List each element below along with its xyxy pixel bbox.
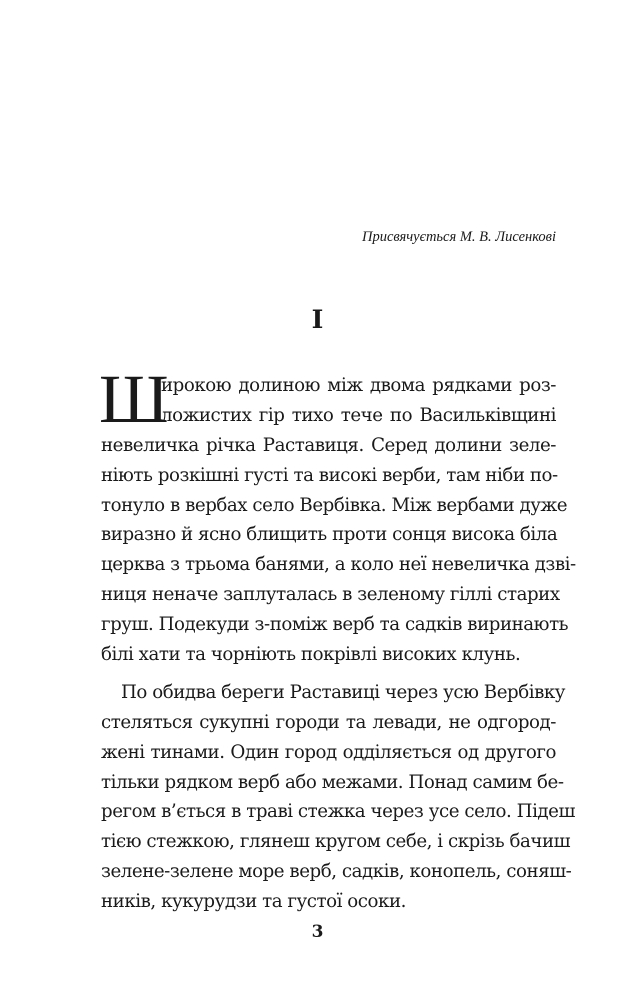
text-line: ложистих гір тихо тече по Васильківщині [161, 404, 556, 426]
body-text [99, 361, 576, 917]
text-line: білі хати та чорніють покрівлі високих клунь. [101, 644, 521, 666]
chapter-title: I [311, 305, 324, 334]
text-line: По обидва береги Раставиці через усю Вербівку [121, 681, 566, 703]
text-line: ниця неначе заплуталась в зеленому гіллі старих [101, 584, 560, 606]
text-line: церква з трьома банями, а коло неї невеличка дзві- [101, 554, 576, 576]
text-line: тонуло в вербах село Вербівка. Між вербами дуже [101, 494, 568, 516]
text-line: тією стежкою, глянеш кругом себе, і скрізь бачиш [101, 831, 571, 853]
text-line: стеляться сукупні городи та левади, не одгород- [101, 711, 556, 733]
text-line: зелене-зелене море верб, садків, конопель, соняш- [101, 861, 572, 883]
text-line: тільки рядком верб або межами. Понад самим бе- [101, 771, 564, 793]
drop-cap: Ш [99, 361, 169, 437]
paragraph-2 [101, 678, 575, 917]
page-number: 3 [311, 922, 324, 942]
text-line: ників, кукурудзи та густої осоки. [101, 891, 406, 913]
text-line: невеличка річка Раставиця. Серед долини зеле- [101, 434, 556, 456]
text-line: жені тинами. Один город одділяється од другого [101, 741, 556, 763]
epigraph: Присвячується М. В. Лисенкові [362, 229, 556, 245]
text-line: груш. Подекуди з-поміж верб та садків виринають [101, 614, 569, 636]
text-line: ніють розкішні густі та високі верби, там ніби по- [101, 464, 558, 486]
text-line: регом в’ється в траві стежка через усе село. Підеш [101, 801, 575, 823]
text-line: виразно й ясно блищить проти сонця висока біла [101, 524, 558, 546]
paragraph-1 [99, 361, 576, 670]
text-line: ирокою долиною між двома рядками роз- [161, 375, 556, 396]
